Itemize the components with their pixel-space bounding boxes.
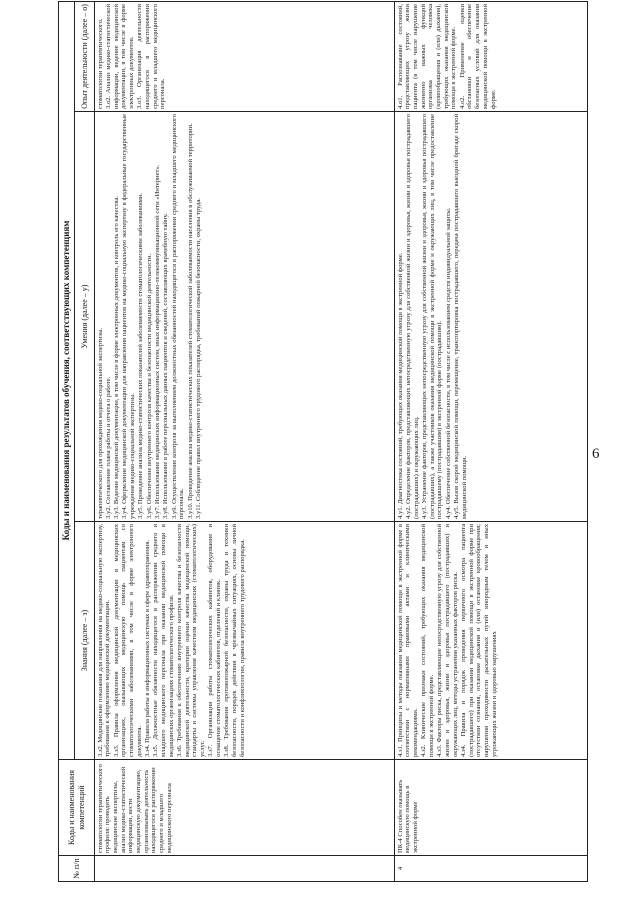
- knowledge-item: 3.з4. Правила работы в информационных системах в сфере здравоохранения.: [143, 539, 151, 757]
- skills-cell: [95, 112, 395, 522]
- knowledge-item: 3.з3. Правила оформления медицинской документации в медицинских организациях, оказывающих медицинскую помощь пациентам со стоматологическими заболеваниями, в том числе в форме электронного документа.: [112, 524, 143, 757]
- skill-item: 3.у10. Проведение анализа медико-статистических показателей стоматологической заболеваемости населения в обслуживаемой территории.: [186, 123, 194, 519]
- row-number: 4: [395, 856, 588, 882]
- skill-item: 3.у2. Составление плана работы и отчета о работе.: [104, 376, 112, 519]
- skill-item: 3.у4. Оформление медицинской документации для направления пациентов на медико-социальную экспертизу в федеральные государственные учреждения медико-социальной экспертизы.: [121, 114, 137, 519]
- rotated-page-content: [58, 2, 588, 882]
- experience-item: 4.о1. Распознавание состояний, представляющих угрозу жизни пациента (в том числе нарушение жизненно важных функций организма человека (кровообращения и (или) дыхания), требующих оказания медицинской помощи в экстренной форме.: [396, 3, 458, 109]
- knowledge-item: 4.з4. Правила и порядок проведения первичного осмотра пациента (пострадавшего) при оказании медицинской помощи в экстренной форме при отсутствии сознания, остановке дыхания и (или) остановке кровообращения; нарушения проходимости дыхательных путей инородным телом и иных угрожающих жизни и здоровью нарушениях: [459, 524, 498, 757]
- skill-item: 4.у4. Обеспечение собственной безопасности, в том числе с использованием средств индивидуальной защиты.: [444, 207, 452, 519]
- experience-cell: [395, 1, 588, 111]
- skill-item: 4.у3. Устранение факторов, представляющих непосредственную угрозу для собственной жизни и здоровья, жизни и здоровья пострадавшего (пострадавших), а также участников оказания медицинской помощи в экстренной форме и окружающих лиц, в том числе предоставление пострадавшему (пострадавшим) в экстренной форме (пострадавшим).: [420, 114, 444, 519]
- skill-item: 4.у5. Вызов скорой медицинской помощи, перемещение, транспортировка пострадавшего, передача пострадавшего выездной бригаде скорой медицинской помощи.: [452, 114, 468, 519]
- knowledge-item: 3.з7. Организация работы стоматологических кабинетов, оборудование и оснащение стоматологических кабинетов, отделений и клиник.: [207, 524, 223, 757]
- skill-item: 3.у6. Обеспечение внутреннего контроля качества и безопасности медицинской деятельности.: [145, 253, 153, 519]
- experience-item: 4.о2. Применение оценки обстановки и обеспечение безопасных условий для оказания медицинской помощи в экстренной форме.: [458, 3, 497, 109]
- skill-item: 3.у5. Проведение анализа медико-статистических показателей заболеваемости стоматологическими заболеваниями.: [137, 192, 145, 519]
- header-experience: Опыт деятельности (далее – о): [75, 1, 95, 111]
- row-number: [95, 856, 395, 882]
- skill-item: 4.у1. Диагностика состояний, требующих оказания медицинской помощи в экстренной форме.: [396, 252, 404, 519]
- header-skills: Умения (далее – у): [75, 112, 95, 522]
- skill-item: 3.у8. Использование в работе персональных данных пациентов и сведений, составляющих врачебную тайну.: [162, 213, 170, 519]
- experience-item: 3.о2. Анализ медико-статистической информации, ведение медицинской документации, в том числе в форме электронных документов.: [104, 3, 135, 109]
- experience-item: 3.о3. Организация деятельности находящегося в распоряжении среднего и младшего медицинского персонала.: [136, 3, 167, 109]
- page-number: 6: [592, 446, 600, 462]
- competency-table: [58, 1, 588, 882]
- header-knowledge: Знания (далее – з): [75, 522, 95, 760]
- skills-cell: [395, 112, 588, 522]
- skill-item: 3.у3. Ведение медицинской документации, в том числе в форме электронных документов, и контроль его качества.: [113, 196, 121, 519]
- knowledge-item: 3.з5. Должностные обязанности находящегося в распоряжении среднего и младшего медицинского персонала при оказании медицинской помощи в медицинских организациях стоматологического профиля.: [152, 524, 175, 757]
- header-number: № п/п: [59, 856, 95, 882]
- knowledge-item: 3.з6. Требования к обеспечению внутреннего контроля качества и безопасности медицинской деятельности, критерии оценки качества медицинской помощи, стандарты и системы управления качеством медицинских (стоматологических) услуг.: [175, 524, 207, 757]
- skill-item: 3.у7. Использование медицинских информационных систем, иных информационно-телекоммуникационной сети «Интернет».: [153, 164, 161, 519]
- experience-cell: [95, 1, 395, 111]
- knowledge-item: 4.з3. Факторы риска, представляющие непосредственную угрозу для собственной жизни и здоровья, жизни и здоровья пострадавшего (пострадавших) и окружающих лиц, методы устранения указанных факторов риска.: [436, 524, 459, 757]
- experience-item: стоматологии терапевтического.: [96, 18, 104, 109]
- skill-item: 3.у9. Осуществление контроля за выполнением должностных обязанностей находящегося в распоряжении среднего и младшего медицинского персонала.: [170, 114, 186, 519]
- knowledge-item: 4.з1. Принципы и методы оказания медицинской помощи в экстренной форме в соответствии с нормативными правовыми актами и клиническими рекомендациями.: [396, 524, 419, 757]
- skill-item: 4.у2. Определение факторов, представляющих непосредственную угрозу для собственной жизни и здоровья, жизни и здоровья пострадавшего (пострадавших) и окружающих лиц.: [404, 114, 420, 519]
- header-code: Коды и наименования компетенций: [59, 760, 95, 856]
- knowledge-cell: [95, 522, 395, 760]
- knowledge-item: 3.з8. Требования противопожарной безопасности, охраны труда и техники безопасности, порядок действия в чрезвычайных ситуациях, основы личной безопасности и конфликтологии, правила внутреннего трудового распорядка.: [223, 524, 246, 757]
- header-group-title: Коды и наименования результатов обучения, соответствующих компетенциям: [59, 1, 75, 759]
- table-row: [395, 1, 588, 881]
- table-row: [95, 1, 395, 881]
- skill-item: 3.у11. Соблюдение правил внутреннего трудового распорядка, требований пожарной безопасности, охраны труда.: [194, 198, 202, 519]
- knowledge-cell: [395, 522, 588, 760]
- competency-code: стоматологии терапевтического профиля: проводить медицинские экспертизы, анализ медико-статистической информации, вести медицинскую документацию, организовывать деятельность находящегося в распоряжении среднего и младшего медицинского персонала: [95, 760, 395, 856]
- skill-item: терапевтического для прохождения медико-социальной экспертизы.: [96, 327, 104, 519]
- knowledge-item: 4.з2. Клинические признаки состояний, требующих оказания медицинской помощи в экстренной форме.: [420, 524, 435, 757]
- knowledge-item: 3.з2. Медицинские показания для направления на медико-социальную экспертизу, требования к оформлению медицинской документации.: [96, 524, 112, 757]
- competency-code: ПК-4 Способен оказывать медицинскую помощь в экстренной форме: [395, 760, 588, 856]
